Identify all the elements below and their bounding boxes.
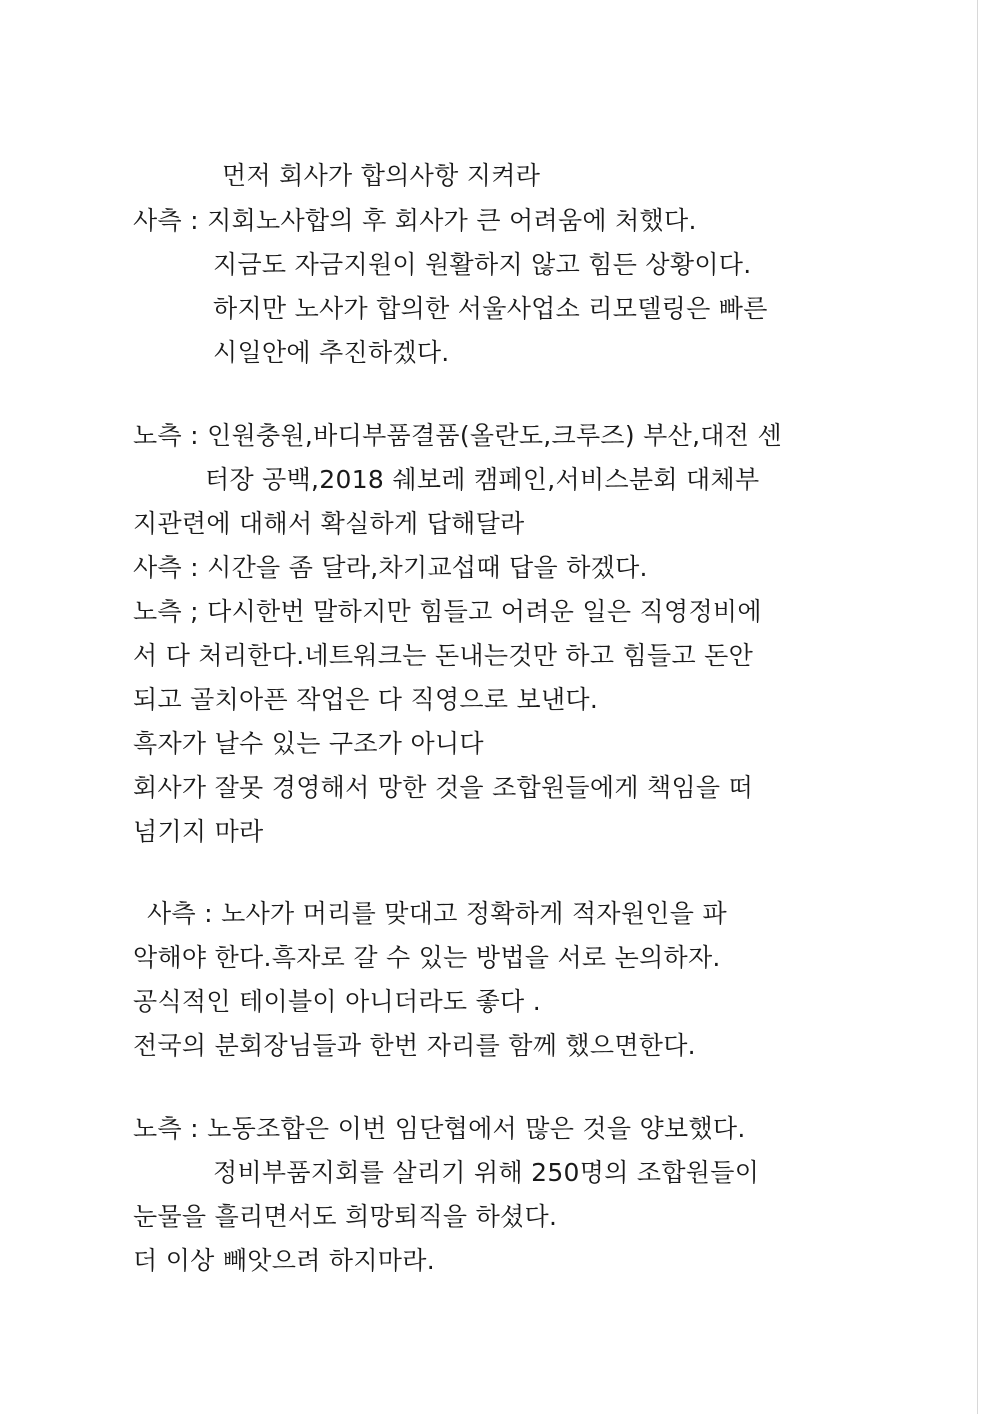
text-line-4: 하지만 노사가 합의한 서울사업소 리모델링은 빠른 bbox=[213, 294, 768, 323]
text-line-16: 사측 : 노사가 머리를 맞대고 정확하게 적자원인을 파 bbox=[147, 899, 727, 928]
text-line-12: 되고 골치아픈 작업은 다 직영으로 보낸다. bbox=[133, 685, 599, 714]
text-line-9: 사측 : 시간을 좀 달라,차기교섭때 답을 하겠다. bbox=[133, 553, 648, 582]
text-line-14: 회사가 잘못 경영해서 망한 것을 조합원들에게 책임을 떠 bbox=[133, 773, 754, 802]
text-line-22: 눈물을 흘리면서도 희망퇴직을 하셨다. bbox=[133, 1202, 558, 1231]
text-line-8: 지관련에 대해서 확실하게 답해달라 bbox=[133, 509, 525, 538]
text-line-10: 노측 ; 다시한번 말하지만 힘들고 어려운 일은 직영정비에 bbox=[133, 597, 762, 626]
text-line-1: 먼저 회사가 합의사항 지켜라 bbox=[222, 161, 541, 190]
text-line-2: 사측 : 지회노사합의 후 회사가 큰 어려움에 처했다. bbox=[133, 206, 697, 235]
text-line-13: 흑자가 날수 있는 구조가 아니다 bbox=[133, 729, 484, 758]
text-line-11: 서 다 처리한다.네트워크는 돈내는것만 하고 힘들고 돈안 bbox=[133, 641, 754, 670]
text-line-17: 악해야 한다.흑자로 갈 수 있는 방법을 서로 논의하자. bbox=[133, 943, 721, 972]
text-line-15: 넘기지 마라 bbox=[133, 817, 264, 846]
text-line-21: 정비부품지회를 살리기 위해 250명의 조합원들이 bbox=[213, 1158, 760, 1187]
text-line-19: 전국의 분회장님들과 한번 자리를 함께 했으면한다. bbox=[133, 1031, 696, 1060]
text-line-5: 시일안에 추진하겠다. bbox=[213, 338, 450, 367]
text-line-23: 더 이상 빼앗으려 하지마라. bbox=[133, 1246, 435, 1275]
text-line-20: 노측 : 노동조합은 이번 임단협에서 많은 것을 양보했다. bbox=[133, 1114, 746, 1143]
text-line-6: 노측 : 인원충원,바디부품결품(올란도,크루즈) 부산,대전 센 bbox=[133, 421, 782, 450]
text-line-3: 지금도 자금지원이 원활하지 않고 힘든 상황이다. bbox=[213, 250, 752, 279]
text-line-18: 공식적인 테이블이 아니더라도 좋다 . bbox=[133, 987, 541, 1016]
text-line-7: 터장 공백,2018 쉐보레 캠페인,서비스분회 대체부 bbox=[205, 465, 760, 494]
scan-edge-divider bbox=[977, 0, 978, 1414]
